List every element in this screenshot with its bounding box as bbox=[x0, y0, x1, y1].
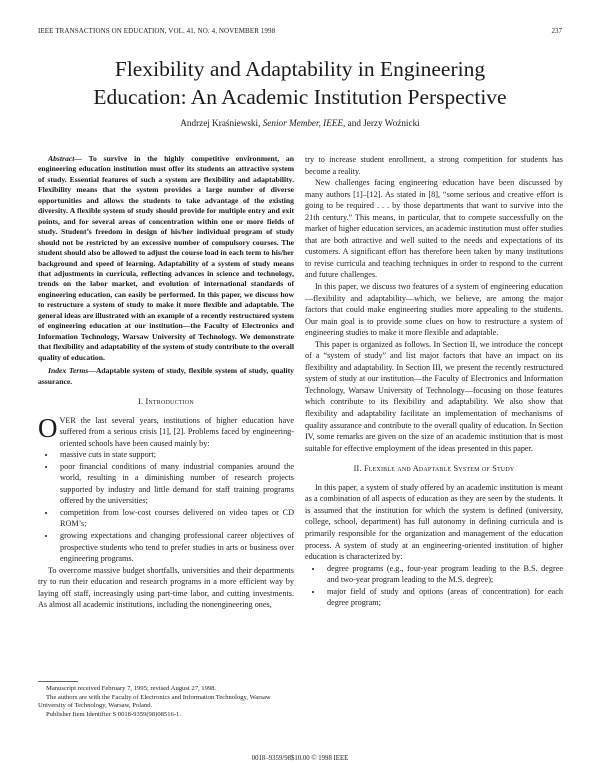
list-item: • competition from low-cost courses delivered on video tapes or CD ROM’s; bbox=[56, 507, 294, 530]
intro-paragraph-3: New challenges facing engineering education have been discussed by many authors [1]–[12]. As stated in [8], “some serious and creative effort is going to be required . . . by those departments that want to survive into the 21th century.” This means, in particular, that to compete successfully on the market of higher education services, an academic institution must offer studies that are both attractive and well suited to the needs and expectations of its customers. A significant effort has therefore been taken by many institutions to revise curricula and teaching techniques in order to respond to the current and future challenges. bbox=[305, 178, 563, 280]
index-terms-text: Adaptable system of study, flexible system of study, quality assurance. bbox=[38, 366, 294, 386]
intro-paragraph-5: This paper is organized as follows. In Section II, we introduce the concept of a “system of study” and list major factors that have an impact on its flexibility and adaptability. In Section III, we present the recently restructured system of study at our institution—the Faculty of Electronics and Information Technology, Warsaw University of Technology—focusing on those features which contribute to its flexibility and adaptability. We also show that flexibility and adaptability facilitate an implementation of mechanisms of quality assurance and contribute to the overall quality of education. In Section IV, some remarks are given on the size of an academic institution that is most suitable for effective employment of the ideas presented in this paper. bbox=[305, 339, 563, 453]
intro-paragraph-4: In this paper, we discuss two features of a system of engineering education—flexibility and adaptability—which, we believe, are among the major factors that could make engineering studies more appealing to the students. Our main goal is to provide some clues on how to restructure a system of engineering studies to make it more flexible and adaptable. bbox=[305, 282, 563, 338]
journal-header: IEEE TRANSACTIONS ON EDUCATION, VOL. 41, NO. 4, NOVEMBER 1998 bbox=[38, 27, 276, 35]
abstract-label: Abstract— bbox=[48, 154, 82, 163]
author-2: and Jerzy Woźnicki bbox=[347, 118, 420, 128]
title-line-2: Education: An Academic Institution Perspective bbox=[93, 85, 507, 109]
index-terms bbox=[38, 366, 294, 387]
intro-paragraph-1: OVER the last several years, institutions of higher education have suffered from a serious crisis [1], [2]. Problems faced by engineering-oriented schools have been caused mainly by: bbox=[38, 412, 294, 448]
footnote-divider bbox=[38, 681, 78, 682]
drop-cap: O bbox=[38, 412, 58, 443]
footnote bbox=[38, 685, 294, 719]
abstract bbox=[38, 154, 294, 363]
author-1: Andrzej Kraśniewski, bbox=[180, 118, 261, 128]
crisis-causes-list bbox=[38, 449, 294, 564]
abstract-text: To survive in the highly competitive environment, an engineering education institution must offer its students an attractive system of study. Essential features of such a system are flexibility and adaptability. Flexibility means that the system provides a large number of diverse opportunities and allows the students to take advantage of the existing diversity. A flexible system of study should provide for multiple entry and exit points, and for several areas of concentration within one or more fields of study. Student’s freedom in design of his/her individual program of study should not be restricted by an excessive number of compulsory courses. The student should also be allowed to adjust the course load in each term to his/her background and speed of learning. Adaptability of a system of study means that adjustments in curricula, reflecting advances in science and technology, trends on the labor market, and evolution of international standards of engineering education, can easily be performed. In this paper, we discuss how to restructure a system of study to make it more flexible and adaptable. The general ideas are illustrated with an example of a recently restructured system of engineering education at our institution—the Faculty of Electronics and Information Technology, Warsaw University of Technology. We demonstrate that flexibility and adaptability of the system of study contribute to the overall quality of education. bbox=[38, 154, 294, 362]
footnote-line: The authors are with the Faculty of Electronics and Information Technology, Warsaw University of Technology, Warsaw, Poland. bbox=[38, 693, 271, 709]
list-item: • poor financial conditions of many industrial companies around the world, resulting in a diminishing number of research projects supported by industry and little demand for staff training programs offered by the universities; bbox=[56, 461, 294, 507]
section-1-heading: I. Introduction bbox=[138, 396, 194, 406]
left-column bbox=[38, 154, 294, 611]
section-2-paragraph-1: In this paper, a system of study offered by an academic institution is meant as a combination of all aspects of education as they are seen by the students. It is assumed that the institution for which the system is defined (university, college, school, department) has full autonomy in defining curricula and is primarily responsible for the organization and management of the education process. A system of study at an engineering-oriented institution of higher education is characterized by: bbox=[305, 482, 563, 562]
copyright-footer: 0018–9359/98$10.00 © 1998 IEEE bbox=[251, 755, 349, 762]
list-item: • degree programs (e.g., four-year program leading to the B.S. degree and two-year program leading to the M.S. degree); bbox=[323, 563, 563, 586]
system-characteristics-list bbox=[305, 563, 563, 609]
footnote-line: Publisher Item Identifier S 0018-9359(98)08516-1. bbox=[46, 710, 181, 718]
author-line bbox=[0, 118, 600, 128]
right-column bbox=[305, 154, 563, 609]
list-item: • growing expectations and changing professional career objectives of prospective students who tend to prefer studies in arts or business over engineering programs. bbox=[56, 530, 294, 565]
page-number: 237 bbox=[551, 27, 562, 35]
paper-title bbox=[0, 55, 600, 111]
list-item: • major field of study and options (areas of concentration) for each degree program; bbox=[323, 586, 563, 609]
author-1-role: Senior Member, IEEE, bbox=[262, 118, 346, 128]
intro-paragraph-2: To overcome massive budget shortfalls, universities and their departments try to run their education and research programs in a more efficient way by laying off staff, increasingly using part-time labor, and cutting investments. As almost all academic institutions, including the nonengineering ones, bbox=[38, 565, 294, 610]
footnote-line: Manuscript received February 7, 1995; revised August 27, 1998. bbox=[46, 685, 217, 692]
intro-paragraph-2-continued: try to increase student enrollment, a strong competition for students has become a reality. bbox=[305, 155, 563, 176]
section-2-heading: II. Flexible and Adaptable System of Study bbox=[353, 464, 515, 474]
index-terms-label: Index Terms— bbox=[48, 366, 96, 376]
list-item: • massive cuts in state support; bbox=[56, 449, 294, 461]
title-line-1: Flexibility and Adaptability in Engineering bbox=[114, 57, 486, 81]
